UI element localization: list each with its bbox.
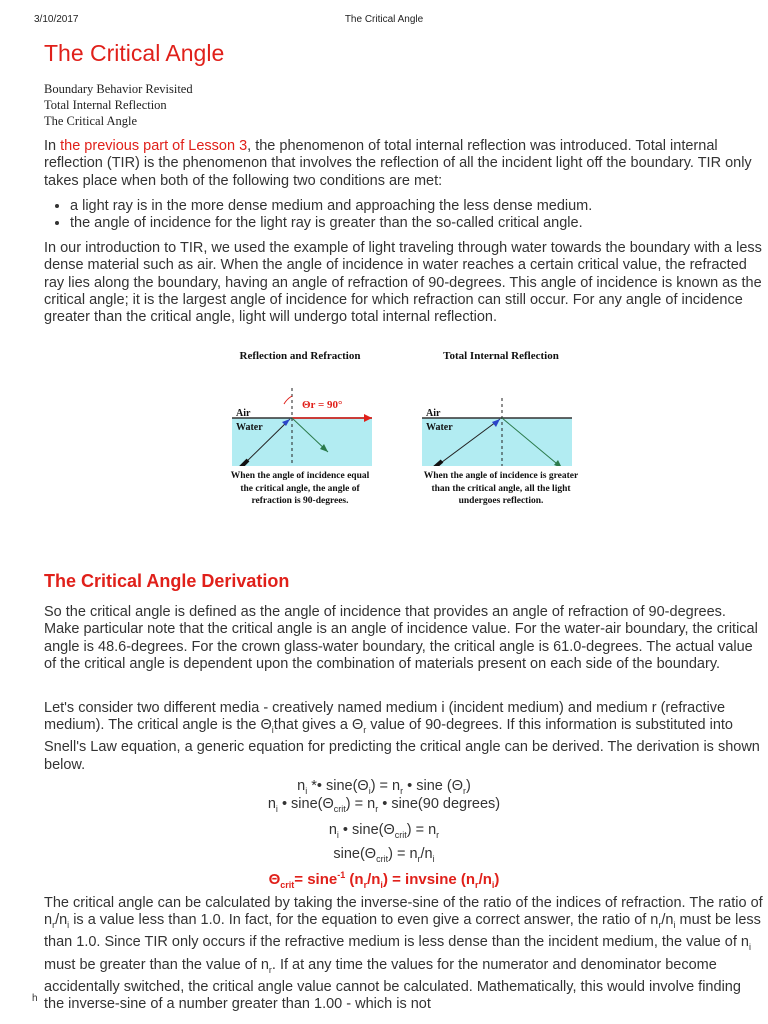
figure-caption: When the angle of incidence equal the critical angle, the angle of refraction is 90-degrees. [230, 471, 370, 506]
equation-simplified: $n_i$ • $\sin e(\Theta_{crit}) = n_r$ [328, 822, 440, 840]
intro-paragraph: In the previous part of Lesson 3, the phenomenon of total internal reflection was introduced. Total internal reflection (TIR) is the phenomenon that involves the reflection of all the incident light off the boundary. TIR only takes place when both of the following two conditions are met: [44, 138, 752, 189]
air-label: Air [236, 408, 251, 419]
media-paragraph: Let's consider two different media - creatively named medium i (incident medium) and medium r (refractive medium). The critical angle is the $\Theta_ithat$ gives a $\Theta_r$ value of 90-degrees. If this information is substituted into Snell's Law equation, a generic equation for predicting the critical angle can be derived. The derivation is shown below. [44, 700, 760, 773]
figure-title: Reflection and Refraction [239, 350, 361, 362]
calculation-paragraph: The critical angle can be calculated by taking the inverse-sine of the ratio of the indices of refraction. The ratio of $n_r/n_i$ is a value less than 1.0. In fact, for the equation to even give a correct answer, the ratio of $n_r/n_i$ must be less than 1.0. Since TIR only occurs if the refractive medium is less dense than the incident medium, the value of $n_i$ must be greater than the value of $n_r$. If at any time the values for the numerator and denominator become accidentally switched, the critical angle value cannot be calculated. Mathematically, this would involve finding the inverse-sine of a number greater than 1.00 - which is not [44, 895, 763, 1013]
refraction-diagram [224, 366, 376, 466]
tir-intro-paragraph: In our introduction to TIR, we used the example of light traveling through water towards the boundary with a less dense material such as air. When the angle of incidence in water reaches a certain critical value, the refracted ray lies along the boundary, having an angle of refraction of 90-degrees. This angle of incidence is known as the critical angle; it is the largest angle of incidence for which refraction can still occur. For any angle of incidence greater than the critical angle, light will undergo total internal reflection. [44, 240, 762, 326]
figure-caption: When the angle of incidence is greater than the critical angle, all the light undergoes reflection. [423, 471, 579, 506]
water-label: Water [426, 422, 453, 433]
equation-substituted: $n_i$ • $\sin e(\Theta_{crit}) = n_r$ • sine(90 degrees) [267, 796, 501, 814]
water-label: Water [236, 422, 263, 433]
figure-refraction [224, 350, 376, 508]
list-item: • a light ray is in the more dense medium and approaching the less dense medium. [70, 198, 768, 215]
figure-tir [420, 350, 582, 508]
angle-label: Θr = 90° [302, 399, 343, 411]
equation-critical-angle: $\Theta_{crit}= \sin e^{-1}$ $(n_r/n_i) = invsine$ $(n_r/n_i)$ [268, 870, 500, 890]
air-label: Air [426, 408, 441, 419]
equation-ratio: $\sin e(\Theta_{crit}) = n_r/n_i$ [333, 846, 435, 864]
breadcrumb-tir[interactable]: Total Internal Reflection [44, 98, 167, 112]
previous-lesson-link[interactable]: the previous part of Lesson 3 [60, 138, 248, 154]
print-title: The Critical Angle [344, 14, 424, 25]
equation-snell: $n_i$ *• $\sin e(\Theta_i) = n_r$ • sine $(\Theta_r)$ [297, 778, 471, 796]
critical-angle-paragraph: So the critical angle is defined as the angle of incidence that provides an angle of refraction of 90-degrees. Make particular note that the critical angle is an angle of incidence value. For the water-air boundary, the critical angle is 48.6-degrees. For the crown glass-water boundary, the critical angle is 61.0-degrees. The actual value of the critical angle is dependent upon the combination of materials present on each side of the boundary. [44, 604, 758, 672]
list-item: • the angle of incidence for the light ray is greater than the so-called critical angle. [70, 215, 768, 232]
conditions-list [44, 198, 768, 233]
section-title: The Critical Angle Derivation [44, 571, 290, 591]
print-footer: h [32, 993, 38, 1004]
tir-diagram [420, 366, 582, 466]
breadcrumb-critical-angle[interactable]: The Critical Angle [44, 114, 138, 128]
breadcrumb-boundary-behavior[interactable]: Boundary Behavior Revisited [44, 82, 193, 96]
print-date: 3/10/2017 [34, 14, 79, 25]
page-title: The Critical Angle [44, 40, 225, 66]
figure-title: Total Internal Reflection [443, 350, 559, 362]
